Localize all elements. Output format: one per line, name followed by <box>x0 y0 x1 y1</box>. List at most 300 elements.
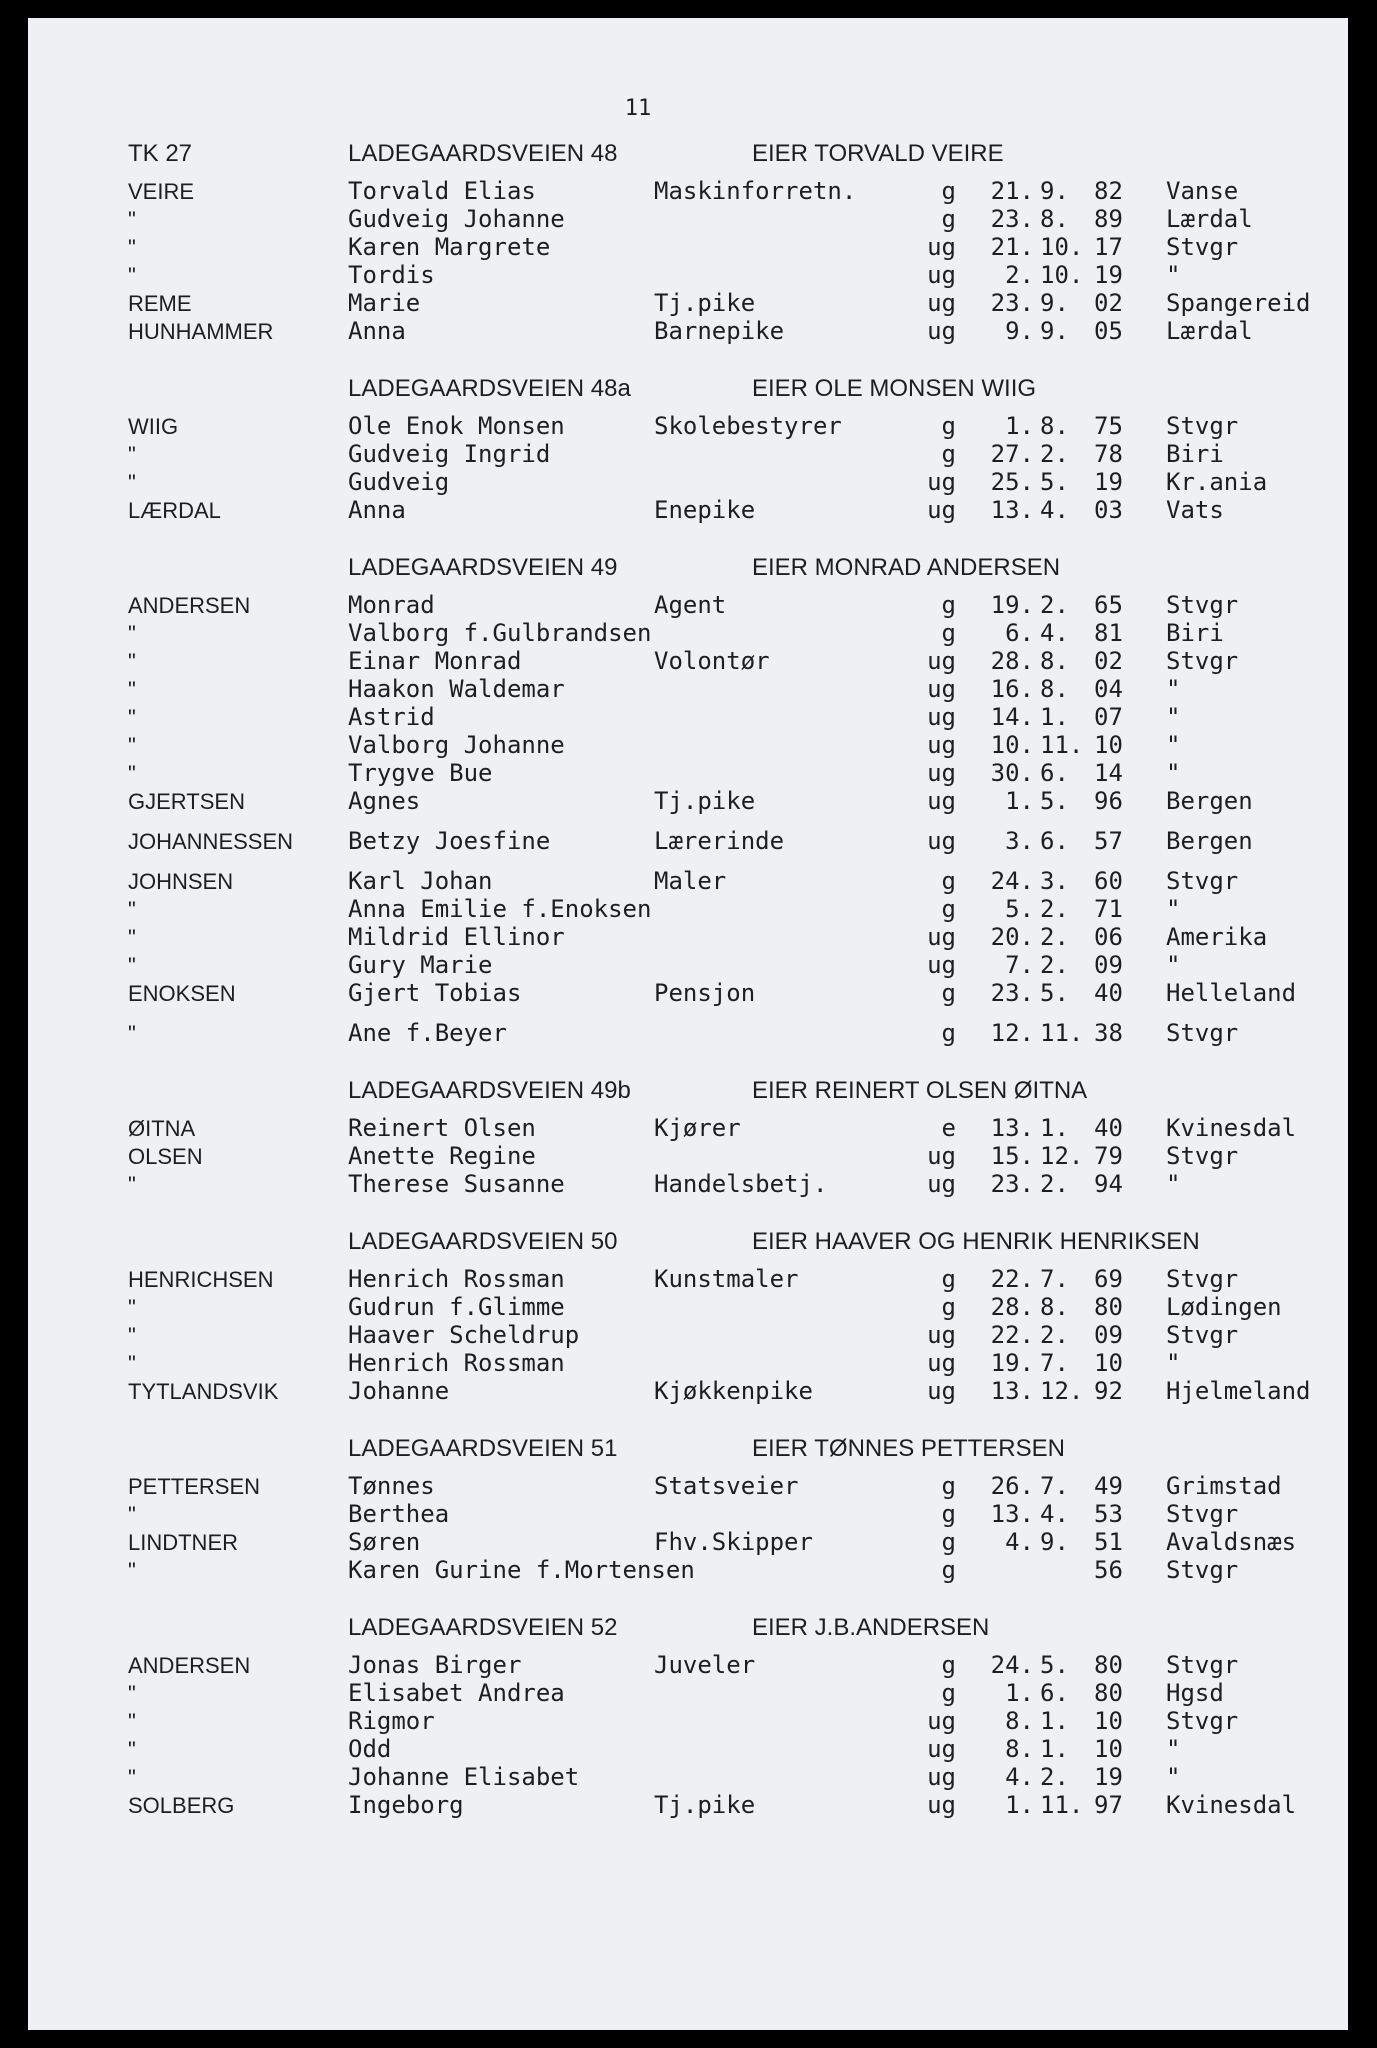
resident-month: 8. <box>1040 675 1069 703</box>
resident-place: " <box>1166 951 1181 979</box>
resident-year: 96 <box>1094 787 1123 815</box>
resident-row <box>128 1349 1338 1377</box>
resident-first: Anette Regine <box>348 1142 536 1170</box>
resident-row <box>128 731 1338 759</box>
resident-day: 8. <box>1005 1707 1034 1735</box>
resident-first: Odd <box>348 1735 392 1763</box>
resident-occupation: Fhv.Skipper <box>654 1528 813 1556</box>
resident-day: 13. <box>990 1114 1034 1142</box>
resident-occupation: Kunstmaler <box>654 1265 799 1293</box>
resident-year: 89 <box>1094 205 1123 233</box>
resident-row <box>128 787 1338 827</box>
resident-first: Marie <box>348 289 421 317</box>
resident-surname: " <box>128 761 136 786</box>
resident-row <box>128 979 1338 1019</box>
resident-surname: " <box>128 1351 136 1376</box>
resident-row <box>128 1321 1338 1349</box>
resident-place: Stvgr <box>1166 867 1239 895</box>
resident-first: Betzy Joesfine <box>348 827 551 855</box>
resident-row <box>128 923 1338 951</box>
resident-first: Johanne Elisabet <box>348 1763 580 1791</box>
resident-first: Therese Susanne <box>348 1170 565 1198</box>
resident-place: Hjelmeland <box>1166 1377 1311 1405</box>
resident-month: 5. <box>1040 787 1069 815</box>
resident-civ: ug <box>927 1791 956 1819</box>
resident-month: 1. <box>1040 1735 1069 1763</box>
resident-day: 22. <box>990 1265 1034 1293</box>
resident-day: 23. <box>990 289 1034 317</box>
resident-month: 2. <box>1040 1170 1069 1198</box>
block-id: TK 27 <box>128 140 193 167</box>
resident-row <box>128 1679 1338 1707</box>
resident-month: 8. <box>1040 205 1069 233</box>
resident-surname: WIIG <box>128 414 179 439</box>
resident-row <box>128 1377 1338 1405</box>
resident-year: 65 <box>1094 591 1123 619</box>
resident-place: Amerika <box>1166 923 1268 951</box>
resident-row <box>128 468 1338 496</box>
resident-occupation: Handelsbetj. <box>654 1170 828 1198</box>
resident-occupation: Tj.pike <box>654 1791 756 1819</box>
property-owner: EIER MONRAD ANDERSEN <box>752 554 1061 581</box>
resident-civ: ug <box>927 468 956 496</box>
resident-place: Stvgr <box>1166 233 1239 261</box>
resident-surname: " <box>128 1295 136 1320</box>
resident-row <box>128 261 1338 289</box>
resident-row <box>128 1556 1338 1584</box>
resident-civ: ug <box>927 827 956 855</box>
page-number: 11 <box>624 96 652 121</box>
resident-first: Tønnes <box>348 1472 435 1500</box>
resident-place: Stvgr <box>1166 1321 1239 1349</box>
resident-row <box>128 867 1338 895</box>
resident-first: Haaver Scheldrup <box>348 1321 580 1349</box>
resident-day: 27. <box>990 440 1034 468</box>
resident-row <box>128 412 1338 440</box>
resident-month: 4. <box>1040 496 1069 524</box>
resident-year: 19 <box>1094 261 1123 289</box>
resident-year: 06 <box>1094 923 1123 951</box>
resident-row <box>128 619 1338 647</box>
resident-row <box>128 1707 1338 1735</box>
resident-place: " <box>1166 675 1181 703</box>
resident-day: 28. <box>990 647 1034 675</box>
resident-surname: " <box>128 1558 136 1583</box>
resident-surname: ANDERSEN <box>128 1653 251 1678</box>
resident-occupation: Kjøkkenpike <box>654 1377 813 1405</box>
resident-row <box>128 1170 1338 1198</box>
resident-year: 57 <box>1094 827 1123 855</box>
resident-year: 82 <box>1094 177 1123 205</box>
resident-year: 56 <box>1094 1556 1123 1584</box>
resident-year: 80 <box>1094 1293 1123 1321</box>
resident-day: 12. <box>990 1019 1034 1047</box>
resident-day: 15. <box>990 1142 1034 1170</box>
resident-civ: ug <box>927 787 956 815</box>
resident-first: Henrich Rossman <box>348 1265 565 1293</box>
resident-civ: ug <box>927 703 956 731</box>
resident-day: 20. <box>990 923 1034 951</box>
resident-surname: SOLBERG <box>128 1793 235 1818</box>
resident-civ: ug <box>927 261 956 289</box>
resident-civ: g <box>941 1556 956 1584</box>
resident-place: Kvinesdal <box>1166 1114 1297 1142</box>
resident-first: Rigmor <box>348 1707 435 1735</box>
resident-surname: " <box>128 1765 136 1790</box>
resident-first: Jonas Birger <box>348 1651 522 1679</box>
resident-surname: " <box>128 925 136 950</box>
resident-year: 09 <box>1094 1321 1123 1349</box>
resident-place: Stvgr <box>1166 1500 1239 1528</box>
resident-surname: " <box>128 442 136 467</box>
resident-civ: g <box>941 1265 956 1293</box>
property-owner: EIER OLE MONSEN WIIG <box>752 375 1037 402</box>
resident-surname: " <box>128 1021 136 1046</box>
resident-surname: JOHNSEN <box>128 869 234 894</box>
resident-month: 5. <box>1040 468 1069 496</box>
resident-surname: PETTERSEN <box>128 1474 261 1499</box>
resident-year: 10 <box>1094 1735 1123 1763</box>
resident-row <box>128 1114 1338 1142</box>
resident-place: Lødingen <box>1166 1293 1282 1321</box>
resident-day: 8. <box>1005 1735 1034 1763</box>
resident-year: 80 <box>1094 1679 1123 1707</box>
resident-place: Lærdal <box>1166 205 1253 233</box>
resident-first: Einar Monrad <box>348 647 522 675</box>
resident-surname: OLSEN <box>128 1144 203 1169</box>
resident-day: 1. <box>1005 1679 1034 1707</box>
resident-row <box>128 1265 1338 1293</box>
resident-month: 11. <box>1040 731 1084 759</box>
resident-day: 1. <box>1005 787 1034 815</box>
resident-row <box>128 1763 1338 1791</box>
resident-surname: REME <box>128 291 192 316</box>
resident-row <box>128 1528 1338 1556</box>
resident-year: 04 <box>1094 675 1123 703</box>
address-header <box>128 375 1338 412</box>
resident-month: 5. <box>1040 979 1069 1007</box>
resident-place: Stvgr <box>1166 1707 1239 1735</box>
resident-civ: g <box>941 619 956 647</box>
resident-year: 10 <box>1094 731 1123 759</box>
resident-first: Gudveig Ingrid <box>348 440 551 468</box>
resident-first: Anna Emilie f.Enoksen <box>348 895 652 923</box>
resident-day: 19. <box>990 591 1034 619</box>
resident-surname: LINDTNER <box>128 1530 239 1555</box>
resident-first: Ane f.Beyer <box>348 1019 507 1047</box>
resident-month: 2. <box>1040 895 1069 923</box>
resident-first: Karen Gurine f.Mortensen <box>348 1556 695 1584</box>
resident-surname: LÆRDAL <box>128 498 221 523</box>
property-owner: EIER TØNNES PETTERSEN <box>752 1435 1065 1462</box>
resident-year: 38 <box>1094 1019 1123 1047</box>
address-header <box>128 1614 1338 1651</box>
resident-row <box>128 951 1338 979</box>
resident-occupation: Lærerinde <box>654 827 785 855</box>
resident-first: Trygve Bue <box>348 759 493 787</box>
resident-row <box>128 1472 1338 1500</box>
resident-day: 5. <box>1005 895 1034 923</box>
resident-first: Ingeborg <box>348 1791 464 1819</box>
resident-civ: g <box>941 1500 956 1528</box>
resident-day: 4. <box>1005 1528 1034 1556</box>
property-owner: EIER J.B.ANDERSEN <box>752 1614 990 1641</box>
resident-month: 8. <box>1040 1293 1069 1321</box>
resident-month: 7. <box>1040 1349 1069 1377</box>
resident-row <box>128 591 1338 619</box>
resident-surname: " <box>128 733 136 758</box>
resident-civ: g <box>941 1528 956 1556</box>
resident-civ: ug <box>927 317 956 345</box>
resident-month: 5. <box>1040 1651 1069 1679</box>
resident-row <box>128 759 1338 787</box>
resident-year: 09 <box>1094 951 1123 979</box>
resident-year: 17 <box>1094 233 1123 261</box>
resident-place: Kr.ania <box>1166 468 1268 496</box>
resident-first: Gury Marie <box>348 951 493 979</box>
resident-civ: ug <box>927 1735 956 1763</box>
resident-civ: e <box>941 1114 956 1142</box>
resident-year: 14 <box>1094 759 1123 787</box>
resident-row <box>128 1735 1338 1763</box>
resident-month: 12. <box>1040 1142 1084 1170</box>
resident-place: " <box>1166 703 1181 731</box>
resident-place: Kvinesdal <box>1166 1791 1297 1819</box>
resident-surname: ENOKSEN <box>128 981 236 1006</box>
resident-surname: " <box>128 649 136 674</box>
resident-month: 1. <box>1040 1707 1069 1735</box>
resident-civ: ug <box>927 289 956 317</box>
resident-place: Stvgr <box>1166 1556 1239 1584</box>
resident-day: 9. <box>1005 317 1034 345</box>
resident-day: 30. <box>990 759 1034 787</box>
resident-day: 23. <box>990 205 1034 233</box>
resident-year: 60 <box>1094 867 1123 895</box>
resident-month: 4. <box>1040 619 1069 647</box>
resident-row <box>128 647 1338 675</box>
resident-first: Valborg f.Gulbrandsen <box>348 619 652 647</box>
resident-surname: " <box>128 897 136 922</box>
resident-surname: " <box>128 705 136 730</box>
resident-place: Biri <box>1166 619 1224 647</box>
resident-year: 97 <box>1094 1791 1123 1819</box>
resident-place: Hgsd <box>1166 1679 1224 1707</box>
resident-place: Stvgr <box>1166 1142 1239 1170</box>
resident-row <box>128 289 1338 317</box>
resident-row <box>128 496 1338 524</box>
resident-surname: " <box>128 207 136 232</box>
resident-month: 9. <box>1040 1528 1069 1556</box>
resident-month: 10. <box>1040 233 1084 261</box>
resident-surname: GJERTSEN <box>128 789 245 814</box>
resident-surname: " <box>128 470 136 495</box>
resident-year: 02 <box>1094 289 1123 317</box>
resident-day: 13. <box>990 496 1034 524</box>
resident-place: Biri <box>1166 440 1224 468</box>
resident-first: Henrich Rossman <box>348 1349 565 1377</box>
resident-day: 21. <box>990 233 1034 261</box>
resident-month: 2. <box>1040 1763 1069 1791</box>
resident-occupation: Maler <box>654 867 727 895</box>
resident-day: 16. <box>990 675 1034 703</box>
resident-day: 13. <box>990 1377 1034 1405</box>
street-address: LADEGAARDSVEIEN 52 <box>348 1614 618 1641</box>
resident-year: 75 <box>1094 412 1123 440</box>
resident-place: Avaldsnæs <box>1166 1528 1297 1556</box>
resident-place: " <box>1166 759 1181 787</box>
resident-surname: " <box>128 1709 136 1734</box>
resident-month: 10. <box>1040 261 1084 289</box>
resident-month: 1. <box>1040 703 1069 731</box>
resident-surname: " <box>128 677 136 702</box>
resident-month: 7. <box>1040 1265 1069 1293</box>
resident-first: Monrad <box>348 591 435 619</box>
resident-month: 6. <box>1040 827 1069 855</box>
resident-occupation: Tj.pike <box>654 787 756 815</box>
resident-civ: g <box>941 1679 956 1707</box>
resident-row <box>128 1293 1338 1321</box>
resident-civ: ug <box>927 1377 956 1405</box>
street-address: LADEGAARDSVEIEN 49b <box>348 1077 631 1104</box>
resident-year: 80 <box>1094 1651 1123 1679</box>
resident-first: Haakon Waldemar <box>348 675 565 703</box>
resident-row <box>128 205 1338 233</box>
resident-month: 6. <box>1040 759 1069 787</box>
resident-civ: g <box>941 867 956 895</box>
resident-row <box>128 1142 1338 1170</box>
resident-first: Tordis <box>348 261 435 289</box>
resident-month: 2. <box>1040 1321 1069 1349</box>
resident-first: Gudveig Johanne <box>348 205 565 233</box>
resident-surname: JOHANNESSEN <box>128 829 294 854</box>
resident-row <box>128 177 1338 205</box>
resident-first: Elisabet Andrea <box>348 1679 565 1707</box>
resident-occupation: Volontør <box>654 647 770 675</box>
resident-occupation: Agent <box>654 591 727 619</box>
resident-first: Astrid <box>348 703 435 731</box>
resident-first: Valborg Johanne <box>348 731 565 759</box>
resident-first: Anna <box>348 317 406 345</box>
resident-civ: ug <box>927 759 956 787</box>
resident-month: 7. <box>1040 1472 1069 1500</box>
resident-year: 51 <box>1094 1528 1123 1556</box>
resident-month: 9. <box>1040 317 1069 345</box>
resident-first: Torvald Elias <box>348 177 536 205</box>
resident-place: " <box>1166 1735 1181 1763</box>
resident-month: 11. <box>1040 1791 1084 1819</box>
resident-day: 26. <box>990 1472 1034 1500</box>
resident-year: 10 <box>1094 1349 1123 1377</box>
resident-place: Stvgr <box>1166 647 1239 675</box>
resident-surname: ANDERSEN <box>128 593 251 618</box>
street-address: LADEGAARDSVEIEN 48 <box>348 140 618 167</box>
resident-month: 9. <box>1040 177 1069 205</box>
resident-place: Stvgr <box>1166 1265 1239 1293</box>
resident-month: 8. <box>1040 412 1069 440</box>
resident-place: Vanse <box>1166 177 1239 205</box>
resident-year: 10 <box>1094 1707 1123 1735</box>
resident-surname: " <box>128 235 136 260</box>
resident-occupation: Tj.pike <box>654 289 756 317</box>
resident-year: 07 <box>1094 703 1123 731</box>
resident-occupation: Enepike <box>654 496 756 524</box>
resident-day: 10. <box>990 731 1034 759</box>
resident-civ: ug <box>927 496 956 524</box>
resident-civ: g <box>941 979 956 1007</box>
resident-civ: ug <box>927 647 956 675</box>
resident-row <box>128 1019 1338 1047</box>
resident-surname: " <box>128 621 136 646</box>
resident-surname: VEIRE <box>128 179 195 204</box>
resident-year: 19 <box>1094 1763 1123 1791</box>
resident-surname: HENRICHSEN <box>128 1267 274 1292</box>
resident-year: 02 <box>1094 647 1123 675</box>
resident-civ: ug <box>927 923 956 951</box>
resident-day: 1. <box>1005 412 1034 440</box>
street-address: LADEGAARDSVEIEN 51 <box>348 1435 618 1462</box>
resident-first: Gjert Tobias <box>348 979 522 1007</box>
address-header <box>128 1228 1338 1265</box>
address-header <box>128 1435 1338 1472</box>
resident-year: 94 <box>1094 1170 1123 1198</box>
resident-civ: ug <box>927 1321 956 1349</box>
resident-civ: g <box>941 895 956 923</box>
resident-civ: g <box>941 1472 956 1500</box>
resident-day: 3. <box>1005 827 1034 855</box>
address-header <box>128 1077 1338 1114</box>
resident-surname: " <box>128 1737 136 1762</box>
resident-day: 4. <box>1005 1763 1034 1791</box>
resident-place: Spangereid <box>1166 289 1311 317</box>
resident-month: 2. <box>1040 951 1069 979</box>
resident-civ: g <box>941 1293 956 1321</box>
resident-row <box>128 1791 1338 1819</box>
census-listing <box>128 96 1338 1819</box>
resident-month: 4. <box>1040 1500 1069 1528</box>
street-address: LADEGAARDSVEIEN 48a <box>348 375 631 402</box>
resident-civ: ug <box>927 951 956 979</box>
resident-surname: " <box>128 953 136 978</box>
resident-day: 24. <box>990 1651 1034 1679</box>
resident-first: Berthea <box>348 1500 450 1528</box>
resident-row <box>128 440 1338 468</box>
resident-place: Stvgr <box>1166 412 1239 440</box>
resident-first: Reinert Olsen <box>348 1114 536 1142</box>
resident-day: 23. <box>990 979 1034 1007</box>
resident-row <box>128 703 1338 731</box>
resident-surname: " <box>128 1323 136 1348</box>
resident-civ: g <box>941 1019 956 1047</box>
resident-month: 2. <box>1040 440 1069 468</box>
resident-first: Gudveig <box>348 468 450 496</box>
resident-month: 9. <box>1040 289 1069 317</box>
resident-occupation: Barnepike <box>654 317 785 345</box>
resident-year: 19 <box>1094 468 1123 496</box>
resident-civ: ug <box>927 233 956 261</box>
resident-day: 23. <box>990 1170 1034 1198</box>
resident-row <box>128 317 1338 345</box>
resident-civ: g <box>941 1651 956 1679</box>
resident-month: 2. <box>1040 923 1069 951</box>
resident-year: 40 <box>1094 979 1123 1007</box>
resident-day: 21. <box>990 177 1034 205</box>
resident-month: 1. <box>1040 1114 1069 1142</box>
property-owner: EIER TORVALD VEIRE <box>752 140 1004 167</box>
resident-day: 24. <box>990 867 1034 895</box>
resident-day: 6. <box>1005 619 1034 647</box>
resident-day: 22. <box>990 1321 1034 1349</box>
resident-surname: " <box>128 1172 136 1197</box>
